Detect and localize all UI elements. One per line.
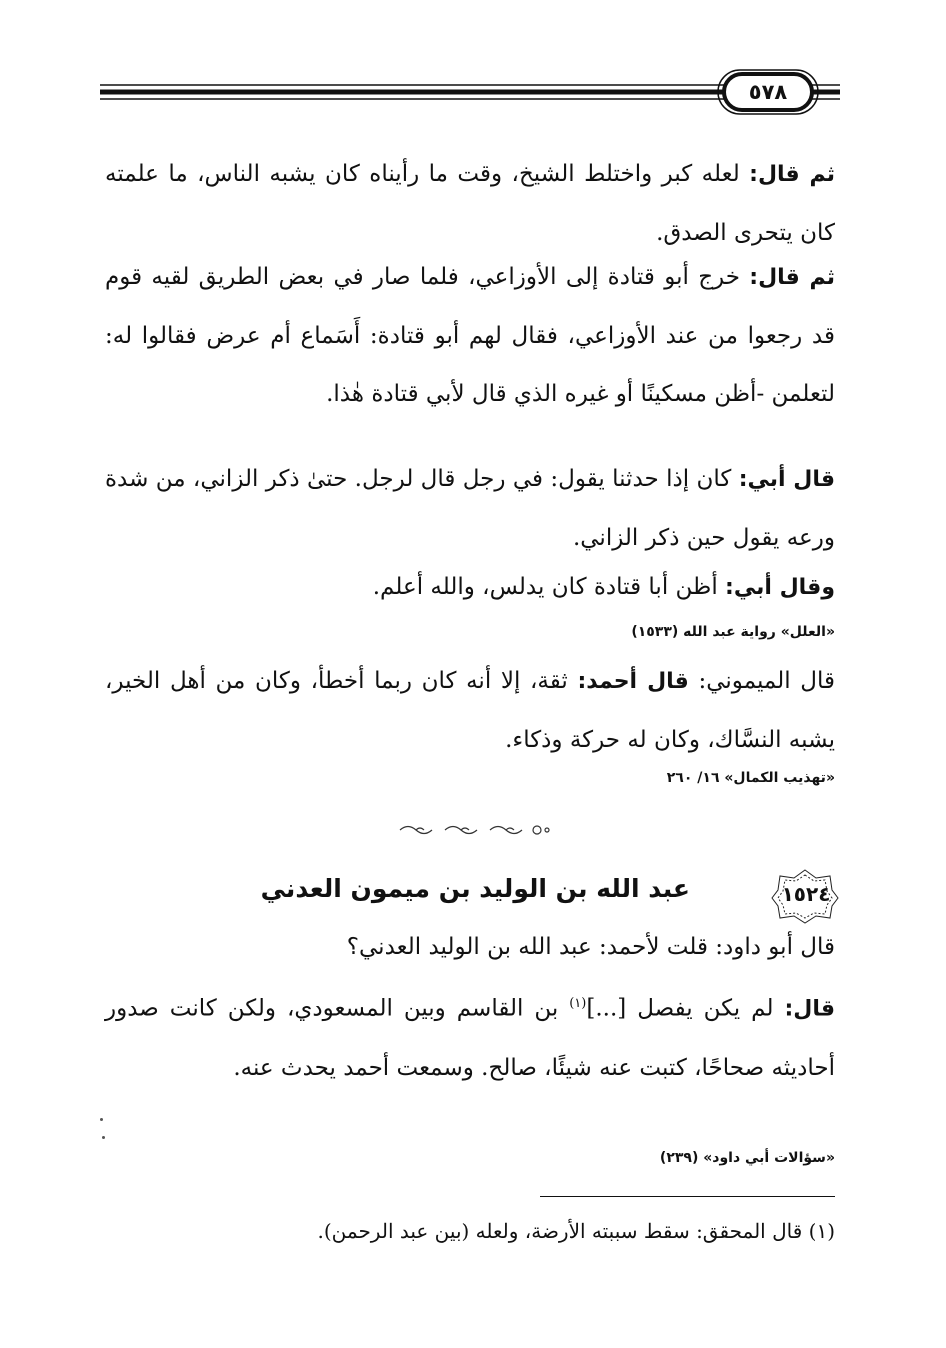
- entry-heading: [260, 868, 840, 924]
- paragraph-text: ثقة، إلا أنه كان ربما أخطأ، وكان من أهل الخير، يشبه النسَّاك، وكان له حركة وذكاء.: [105, 668, 835, 753]
- paragraph-maymuni: [105, 652, 885, 769]
- stray-mark: [100, 1118, 103, 1121]
- footnote-rule: [540, 1196, 835, 1197]
- footnote: [200, 1214, 835, 1248]
- paragraph-text: قال أبو داود: قلت لأحمد: عبد الله بن الوليد العدني؟: [346, 934, 835, 960]
- speaker-label: قال أحمد:: [577, 669, 689, 694]
- paragraph-qal: [105, 975, 835, 1097]
- citation-ilal: «العلل» رواية عبد الله (١٥٣٣): [631, 624, 835, 640]
- citation-suaalat: «سؤالات أبي داود» (٢٣٩): [659, 1150, 835, 1166]
- paragraph-4: [105, 558, 885, 617]
- ornament-divider: [395, 822, 555, 838]
- speaker-label: قال:: [784, 996, 836, 1022]
- paragraph-text: بن القاسم وبين المسعودي، ولكن كانت صدور أحاديثه صحاحًا، كتبت عنه شيئًا، صالح. وسمعت أحمد يحدث عنه.: [105, 995, 835, 1081]
- speaker-label: ثم قال:: [749, 162, 835, 187]
- paragraph-text: لم يكن يفصل [...]: [586, 995, 785, 1022]
- paragraph-text: كان إذا حدثنا يقول: في رجل قال لرجل. حتىٰ ذكر الزاني، من شدة ورعه يقول حين ذكر الزاني.: [105, 466, 835, 551]
- page-number: ٥٧٨: [748, 80, 788, 104]
- paragraph-1: [105, 145, 885, 262]
- paragraph-text: خرج أبو قتادة إلى الأوزاعي، فلما صار في بعض الطريق لقيه قوم قد رجعوا من عند الأوزاعي، فقال لهم أبو قتادة: أَسَماع أم عرض فقالوا له: لتعلمن -أظن مسكينًا أو غيره الذي قال لأبي قتادة هٰذا.: [105, 264, 835, 407]
- speaker-label: قال أبي:: [738, 467, 836, 492]
- paragraph-prefix: قال الميموني:: [688, 668, 835, 694]
- speaker-label: وقال أبي:: [725, 575, 835, 600]
- paragraph-abudawud: [105, 918, 885, 976]
- speaker-label: ثم قال:: [749, 265, 835, 290]
- paragraph-text: لعله كبر واختلط الشيخ، وقت ما رأيناه كان يشبه الناس، ما علمته كان يتحرى الصدق.: [105, 161, 835, 246]
- stray-mark: [102, 1136, 105, 1139]
- entry-title: عبد الله بن الوليد بن ميمون العدني: [260, 874, 690, 903]
- paragraph-text: أظن أبا قتادة كان يدلس، والله أعلم.: [372, 574, 726, 600]
- page-header: [100, 62, 840, 122]
- paragraph-3: [105, 450, 885, 567]
- citation-tahdhib: «تهذيب الكمال» ١٦/ ٢٦٠: [666, 770, 835, 786]
- footnote-marker: (١): [808, 1219, 835, 1243]
- footnote-ref[interactable]: (١): [569, 996, 587, 1011]
- footnote-text: قال المحقق: سقط سببته الأرضة، ولعله (بين عبد الرحمن).: [317, 1219, 809, 1243]
- entry-number: ١٥٢٤: [781, 882, 831, 906]
- paragraph-2: [105, 248, 885, 423]
